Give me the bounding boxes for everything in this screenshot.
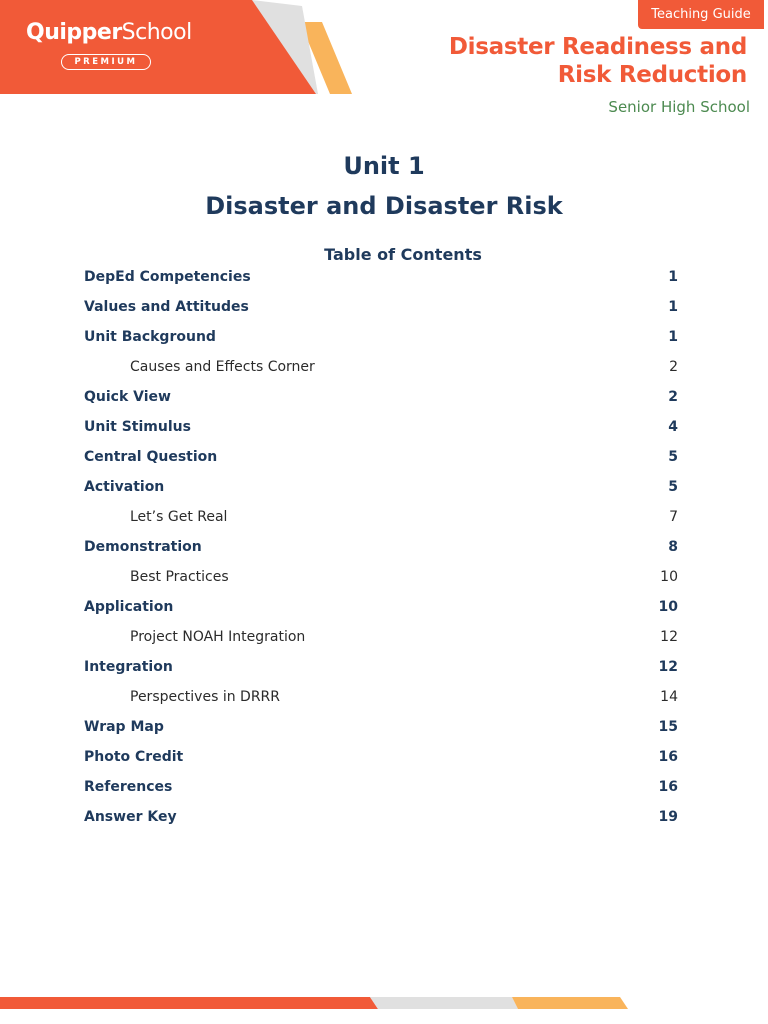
toc-item-page: 12	[660, 629, 678, 645]
toc-item-label: Photo Credit	[84, 749, 184, 765]
toc-item-label: Activation	[84, 479, 165, 495]
toc-subitem[interactable]	[84, 562, 678, 592]
toc-item[interactable]	[84, 742, 678, 772]
school-level: Senior High School	[608, 98, 750, 116]
toc-item-label: Perspectives in DRRR	[130, 689, 281, 705]
toc-item[interactable]	[84, 592, 678, 622]
toc-item-page: 10	[658, 599, 678, 615]
subject-title-line1: Disaster Readiness and	[448, 34, 747, 60]
toc-item[interactable]	[84, 712, 678, 742]
toc-item-label: Causes and Effects Corner	[130, 359, 315, 375]
toc-item-label: Demonstration	[84, 539, 202, 555]
toc-item-page: 12	[658, 659, 678, 675]
subject-title-line2: Risk Reduction	[557, 62, 747, 88]
toc-item-page: 1	[668, 299, 678, 315]
toc-item[interactable]	[84, 262, 678, 292]
table-of-contents	[84, 262, 678, 832]
toc-heading: Table of Contents	[324, 245, 482, 264]
toc-item[interactable]	[84, 442, 678, 472]
toc-item[interactable]	[84, 772, 678, 802]
toc-item-label: Best Practices	[130, 569, 229, 585]
toc-item-label: Values and Attitudes	[84, 299, 249, 315]
premium-badge: PREMIUM	[61, 54, 151, 70]
toc-item-label: Wrap Map	[84, 719, 164, 735]
toc-item[interactable]	[84, 472, 678, 502]
toc-item[interactable]	[84, 382, 678, 412]
unit-title	[0, 146, 768, 226]
toc-subitem[interactable]	[84, 622, 678, 652]
toc-item-label: DepEd Competencies	[84, 269, 251, 285]
brand-banner	[0, 0, 360, 96]
toc-item[interactable]	[84, 652, 678, 682]
toc-item-page: 14	[660, 689, 678, 705]
toc-item[interactable]	[84, 292, 678, 322]
toc-item-page: 1	[668, 269, 678, 285]
toc-item-label: Let’s Get Real	[130, 509, 228, 525]
toc-subitem[interactable]	[84, 502, 678, 532]
toc-item[interactable]	[84, 532, 678, 562]
toc-subitem[interactable]	[84, 682, 678, 712]
toc-item-label: Unit Background	[84, 329, 216, 345]
unit-name: Disaster and Disaster Risk	[205, 192, 563, 220]
footer-stripe	[0, 997, 768, 1009]
toc-item-page: 1	[668, 329, 678, 345]
toc-item-page: 2	[669, 359, 678, 375]
toc-item-page: 5	[668, 449, 678, 465]
toc-item-label: Integration	[84, 659, 173, 675]
toc-item-label: References	[84, 779, 173, 795]
toc-item[interactable]	[84, 322, 678, 352]
toc-item-page: 5	[668, 479, 678, 495]
toc-item-page: 4	[668, 419, 678, 435]
toc-item[interactable]	[84, 802, 678, 832]
toc-item-page: 2	[668, 389, 678, 405]
subject-title	[449, 33, 747, 89]
toc-item-label: Project NOAH Integration	[130, 629, 306, 645]
quipper-school-logo: QuipperSchool	[26, 20, 192, 45]
toc-item-page: 19	[658, 809, 678, 825]
toc-item-page: 15	[658, 719, 678, 735]
toc-item-label: Answer Key	[84, 809, 177, 825]
teaching-guide-tab: Teaching Guide	[638, 0, 764, 29]
toc-item[interactable]	[84, 412, 678, 442]
toc-item-label: Unit Stimulus	[84, 419, 191, 435]
toc-item-page: 16	[658, 779, 678, 795]
toc-item-label: Application	[84, 599, 174, 615]
toc-item-page: 8	[668, 539, 678, 555]
unit-number: Unit 1	[343, 152, 425, 180]
toc-item-label: Central Question	[84, 449, 218, 465]
toc-item-label: Quick View	[84, 389, 171, 405]
toc-item-page: 16	[658, 749, 678, 765]
toc-item-page: 7	[669, 509, 678, 525]
page-header	[0, 0, 768, 120]
toc-item-page: 10	[660, 569, 678, 585]
toc-subitem[interactable]	[84, 352, 678, 382]
